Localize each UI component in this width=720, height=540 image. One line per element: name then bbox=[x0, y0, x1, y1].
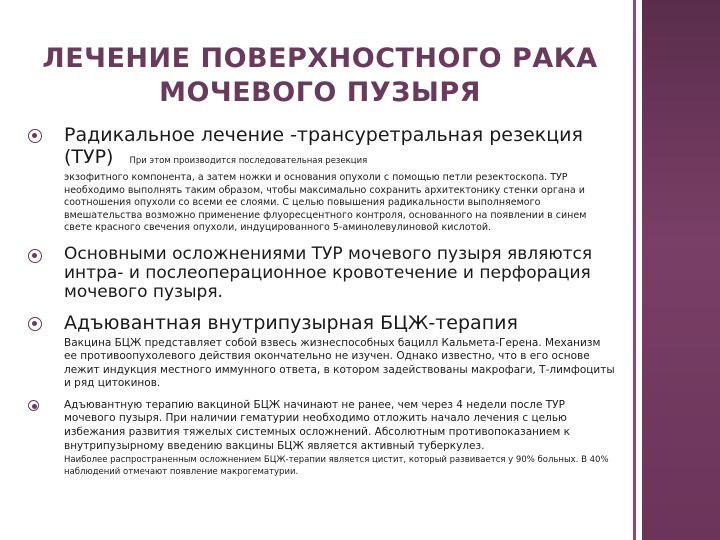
item-heading: Адъювантная внутрипузырная БЦЖ-терапия bbox=[64, 311, 518, 334]
item-heading-text: Радикальное лечение -трансуретральная резекция (ТУР) bbox=[64, 124, 583, 168]
title-line-1: ЛЕЧЕНИЕ ПОВЕРХНОСТНОГО РАКА bbox=[42, 43, 598, 74]
title-line-2: МОЧЕВОГО ПУЗЫРЯ bbox=[159, 77, 481, 108]
circle-bullet-icon bbox=[28, 317, 42, 331]
item-heading bbox=[64, 124, 616, 168]
list-item-complications bbox=[26, 245, 616, 302]
item-note: Наиболее распространенным осложнением БЦЖ-терапии является цистит, который развивается у 90% больных. В 40% наблюдений отмечают появление макрогематурии. bbox=[64, 455, 609, 478]
item-heading: Адъювантную терапию вакциной БЦЖ начинают не ранее, чем через 4 недели после ТУР мочевого пузыря. При наличии гематурии необходимо отложить начало лечения с целью избежания развития тяжелых системных осложнений. Абсолютным противопоказанием к внутрипузырному введению вакцины БЦЖ является активный туберкулез. bbox=[64, 398, 570, 452]
circle-bullet-icon bbox=[28, 129, 42, 143]
item-detail: Вакцина БЦЖ представляет собой взвесь жизнеспособных бацилл Кальмета-Герена. Механизм ее противоопухолевого действия окончательно не изучен. Однако известно, что в его основе лежит индукция местного иммунного ответа, в котором задействованы макрофаги, Т-лимфоциты и ряд цитокинов. bbox=[64, 336, 615, 390]
item-heading: Основными осложнениями ТУР мочевого пузыря являются интра- и послеоперационное кровотечение и перфорация мочевого пузыря. bbox=[64, 243, 593, 302]
sidebar-divider-line bbox=[633, 0, 636, 540]
item-inline-note: При этом производится последовательная резекция bbox=[129, 156, 368, 166]
list-item-bcg bbox=[26, 312, 616, 391]
list-item-tur bbox=[26, 124, 616, 235]
list-item-bcg-schedule bbox=[26, 399, 616, 478]
circle-bullet-icon bbox=[28, 249, 42, 263]
slide-content bbox=[26, 124, 616, 478]
decorative-sidebar bbox=[642, 0, 720, 540]
slide-title bbox=[30, 42, 610, 110]
circle-bullet-icon bbox=[28, 400, 39, 411]
item-detail: экзофитного компонента, а затем ножки и основания опухоли с помощью петли резектоскопа. ТУР необходимо выполнять таким образом, чтобы максимально сохранить архитектонику стенки органа и соотношения опухоли со всеми ее слоями. С целью повышения радикальности выполняемого вмешательства возможно применение флуоресцентного контроля, основанного на появлении в синем свете красного свечения опухоли, индуцированного 5-аминолевулиновой кислотой. bbox=[64, 172, 587, 233]
